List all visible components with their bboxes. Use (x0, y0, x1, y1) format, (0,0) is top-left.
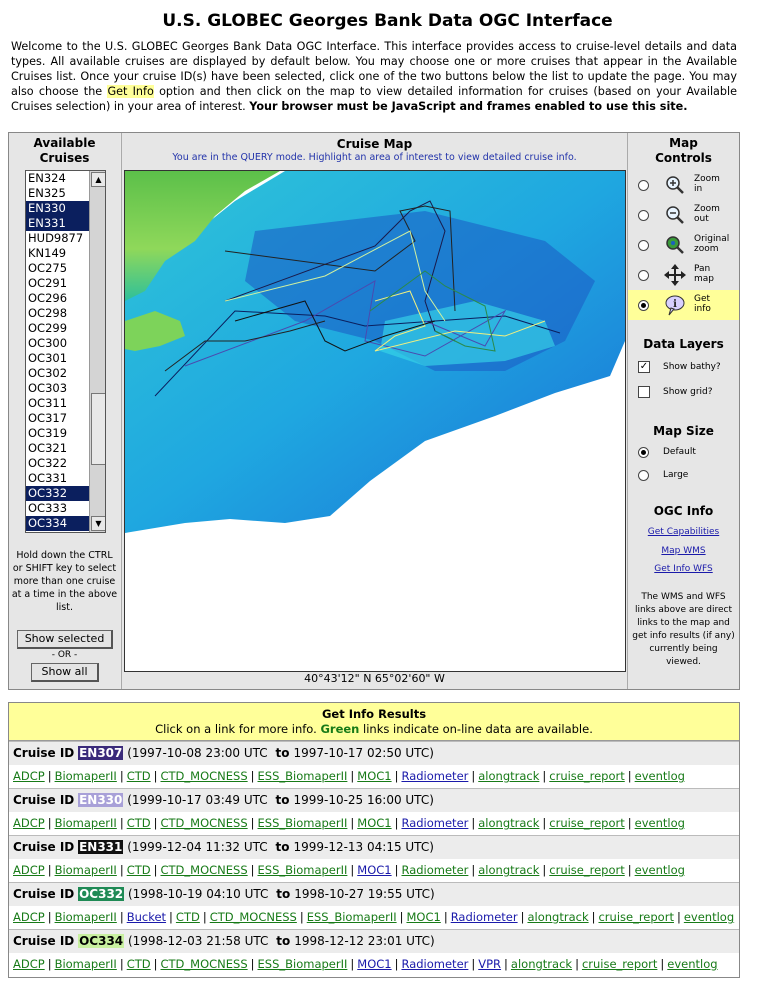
zoom-in-label-1: Zoom (694, 174, 720, 184)
cruise-id-badge: EN307 (79, 746, 123, 760)
cruise-end-time: 1998-12-12 23:01 UTC) (294, 934, 435, 948)
show-bathy-checkbox[interactable]: ✓ (639, 361, 649, 372)
cruise-result-header (9, 788, 739, 812)
ogc-info-title: OGC Info (653, 504, 714, 518)
bathymetry-map[interactable] (125, 171, 625, 671)
data-type-link[interactable]: ESS_BiomaperII (257, 769, 348, 783)
data-type-link[interactable]: ADCP (13, 910, 45, 924)
cruise-result-header (9, 741, 739, 765)
pan-map-radio[interactable] (638, 270, 649, 281)
zoom-in-radio[interactable] (638, 180, 649, 191)
show-all-button[interactable]: Show all (31, 663, 99, 682)
data-type-link[interactable]: CTD (126, 816, 151, 830)
data-type-link[interactable]: Radiometer (450, 910, 518, 924)
cruise-option[interactable]: OC334 (26, 516, 89, 531)
cruise-map[interactable] (124, 170, 626, 672)
cruise-result-header (9, 835, 739, 859)
cruise-id-label: Cruise ID (13, 746, 75, 760)
link-separator: | (119, 957, 124, 971)
original-zoom-radio[interactable] (638, 240, 649, 251)
cruise-option[interactable]: EN324 (28, 171, 66, 185)
map-coordinates: 40°43'12" N 65°02'60" W (304, 672, 445, 685)
to-label: to (275, 746, 290, 760)
results-header (9, 703, 739, 741)
available-cruises-title (9, 133, 120, 166)
link-separator: | (627, 769, 632, 783)
link-separator: | (299, 910, 304, 924)
scroll-thumb[interactable] (91, 393, 106, 465)
data-type-link[interactable]: Radiometer (401, 769, 469, 783)
cruise-option[interactable]: OC311 (28, 396, 68, 410)
data-type-link[interactable]: VPR (478, 957, 502, 971)
data-type-link[interactable]: alongtrack (510, 957, 573, 971)
map-controls-panel (628, 133, 739, 689)
link-separator: | (153, 816, 158, 830)
scroll-up-icon[interactable]: ▲ (91, 172, 106, 187)
results-subtitle-2: links indicate on-line data are available. (359, 722, 593, 736)
data-type-link[interactable]: BiomaperII (54, 863, 117, 877)
available-cruises-title-line2: Cruises (39, 151, 90, 165)
data-type-link[interactable]: alongtrack (527, 910, 589, 924)
cruise-start-time: (1997-10-08 23:00 UTC (127, 746, 268, 760)
data-type-link[interactable]: cruise_report (581, 957, 658, 971)
data-type-link[interactable]: alongtrack (478, 769, 540, 783)
original-zoom-label-1: Original (694, 234, 730, 244)
link-separator: | (443, 910, 448, 924)
link-separator: | (169, 910, 173, 924)
results-title: Get Info Results (321, 707, 427, 721)
data-type-link[interactable]: eventlog (634, 816, 685, 830)
link-separator: | (504, 957, 508, 971)
control-zoom-out[interactable] (628, 201, 739, 229)
data-type-link[interactable]: MOC1 (357, 769, 392, 783)
link-separator: | (542, 816, 547, 830)
cruise-start-time: (1998-12-03 21:58 UTC (127, 934, 269, 948)
zoom-out-icon (664, 204, 686, 226)
data-type-link[interactable]: cruise_report (549, 769, 625, 783)
control-zoom-in[interactable] (628, 171, 739, 199)
data-type-link[interactable]: alongtrack (478, 863, 540, 877)
data-type-link[interactable]: eventlog (634, 769, 685, 783)
link-separator: | (250, 863, 255, 877)
link-separator: | (250, 957, 255, 971)
link-separator: | (520, 910, 525, 924)
main-frame (8, 132, 740, 690)
data-type-link[interactable]: ADCP (13, 957, 45, 971)
zoom-out-label-1: Zoom (694, 204, 720, 214)
cruise-map-panel (121, 133, 628, 689)
cruise-data-links (9, 859, 739, 882)
cruise-option[interactable]: OC299 (28, 321, 68, 335)
data-type-link[interactable]: BiomaperII (54, 910, 117, 924)
link-separator: | (47, 816, 52, 830)
cruise-data-links (9, 953, 739, 976)
cruise-id-label: Cruise ID (13, 887, 75, 901)
show-grid-label: Show grid? (663, 387, 713, 397)
data-type-link[interactable]: ESS_BiomaperII (257, 957, 348, 971)
data-type-link[interactable]: alongtrack (478, 816, 540, 830)
cruise-option[interactable]: OC298 (28, 306, 68, 320)
data-type-link[interactable]: MOC1 (406, 910, 441, 924)
cruise-option[interactable]: OC296 (28, 291, 68, 305)
data-type-link[interactable]: cruise_report (549, 863, 625, 877)
link-separator: | (250, 769, 255, 783)
link-separator: | (471, 769, 476, 783)
available-cruises-title-line1: Available (33, 136, 96, 150)
link-separator: | (627, 863, 632, 877)
size-large-label: Large (663, 470, 689, 480)
data-type-link[interactable]: Bucket (126, 910, 167, 924)
data-type-link[interactable]: CTD_MOCNESS (160, 957, 248, 971)
cruise-option[interactable]: OC275 (28, 261, 68, 275)
cruise-option[interactable]: OC333 (28, 501, 68, 515)
cruise-end-time: 1999-12-13 04:15 UTC) (293, 840, 434, 854)
to-label: to (275, 840, 290, 854)
data-type-link[interactable]: CTD_MOCNESS (160, 863, 248, 877)
link-separator: | (350, 863, 355, 877)
data-type-link[interactable]: ADCP (13, 816, 45, 830)
cruise-option[interactable]: HUD9877 (28, 231, 84, 245)
cruise-option[interactable]: OC300 (28, 336, 68, 350)
intro-part-1: Welcome to the U.S. GLOBEC Georges Bank Data OGC Interface. This interface provides access to cruise-level details and data types. All available cruises are displayed by default below. You may choose one or more cruises that appear in the Available Cruises list. Once your cruise ID(s) have been selected, click one of the two buttons below the list to update the page. You may also choose the (11, 40, 737, 98)
cruise-end-time: 1997-10-17 02:50 UTC) (293, 746, 434, 760)
get-info-wfs-link[interactable]: Get Info WFS (654, 564, 713, 574)
original-zoom-label (694, 234, 734, 254)
original-zoom-icon (664, 234, 686, 256)
link-separator: | (471, 957, 476, 971)
map-controls-title-line2: Controls (655, 151, 712, 165)
cruise-listbox[interactable] (25, 170, 106, 533)
link-separator: | (660, 957, 665, 971)
link-separator: | (153, 957, 158, 971)
control-get-info[interactable] (628, 290, 739, 320)
link-separator: | (471, 863, 476, 877)
cruise-map-title: Cruise Map (336, 137, 413, 151)
data-type-link[interactable]: BiomaperII (54, 816, 117, 830)
available-cruises-panel (9, 133, 120, 689)
data-type-link[interactable]: ADCP (13, 769, 45, 783)
link-separator: | (394, 816, 399, 830)
link-separator: | (676, 910, 681, 924)
data-type-link[interactable]: Radiometer (401, 816, 469, 830)
cruise-id-label: Cruise ID (13, 840, 75, 854)
zoom-in-label (694, 174, 734, 194)
data-type-link[interactable]: CTD (126, 863, 151, 877)
cruise-results-list (9, 741, 739, 976)
page-title: U.S. GLOBEC Georges Bank Data OGC Interface (162, 11, 613, 31)
link-separator: | (202, 910, 207, 924)
data-type-link[interactable]: ADCP (13, 863, 45, 877)
data-type-link[interactable]: BiomaperII (54, 769, 117, 783)
data-type-link[interactable]: cruise_report (598, 910, 674, 924)
data-type-link[interactable]: ESS_BiomaperII (257, 863, 348, 877)
link-separator: | (119, 769, 124, 783)
cruise-start-time: (1999-12-04 11:32 UTC (127, 840, 268, 854)
data-type-link[interactable]: Radiometer (401, 957, 469, 971)
cruise-option[interactable]: OC303 (28, 381, 68, 395)
map-controls-title (628, 133, 739, 166)
cruise-end-time: 1998-10-27 19:55 UTC) (294, 887, 435, 901)
link-separator: | (250, 816, 255, 830)
link-separator: | (153, 769, 158, 783)
zoom-out-label (694, 204, 734, 224)
original-zoom-label-2: zoom (694, 244, 719, 254)
cruise-option[interactable]: OC321 (28, 441, 68, 455)
link-separator: | (542, 863, 547, 877)
data-type-link[interactable]: MOC1 (357, 863, 392, 877)
get-info-label-2: info (694, 304, 711, 314)
scroll-down-icon[interactable]: ▼ (91, 516, 106, 531)
map-wms-link[interactable]: Map WMS (661, 546, 706, 556)
cruise-id-badge: EN330 (79, 793, 123, 807)
cruise-data-links (9, 765, 739, 788)
size-default-radio[interactable] (638, 447, 649, 458)
data-type-link[interactable]: BiomaperII (54, 957, 117, 971)
data-type-link[interactable]: CTD_MOCNESS (209, 910, 297, 924)
data-type-link[interactable]: cruise_report (549, 816, 625, 830)
data-type-link[interactable]: eventlog (667, 957, 718, 971)
cruise-result-header (9, 882, 739, 906)
to-label: to (275, 793, 290, 807)
query-mode-message: You are in the QUERY mode. Highlight an area of interest to view detailed cruise info. (172, 152, 577, 163)
show-grid-checkbox[interactable] (638, 386, 650, 398)
control-pan-map[interactable] (628, 261, 739, 289)
get-info-label (694, 294, 734, 314)
cruise-list-scrollbar[interactable] (89, 171, 105, 532)
link-separator: | (350, 769, 355, 783)
cruise-option[interactable]: EN325 (28, 186, 66, 200)
link-separator: | (542, 769, 547, 783)
data-type-link[interactable]: MOC1 (357, 816, 392, 830)
show-selected-button[interactable]: Show selected (17, 630, 113, 649)
show-bathy-label: Show bathy? (663, 362, 721, 372)
or-separator: - OR - (51, 650, 78, 660)
data-type-link[interactable]: ESS_BiomaperII (257, 816, 348, 830)
zoom-in-label-2: in (694, 184, 703, 194)
cruise-option[interactable]: OC331 (28, 471, 68, 485)
link-separator: | (591, 910, 596, 924)
link-separator: | (119, 816, 124, 830)
results-subtitle-green: Green (320, 722, 360, 736)
link-separator: | (575, 957, 579, 971)
link-separator: | (350, 816, 355, 830)
data-type-link[interactable]: CTD (126, 957, 151, 971)
cruise-id-label: Cruise ID (13, 793, 75, 807)
cruise-id-badge: EN331 (79, 840, 123, 854)
get-info-results (8, 702, 740, 978)
cruise-end-time: 1999-10-25 16:00 UTC) (293, 793, 434, 807)
link-separator: | (394, 957, 399, 971)
zoom-in-icon (664, 174, 686, 196)
link-separator: | (350, 957, 355, 971)
map-controls-title-line1: Map (669, 136, 698, 150)
get-info-icon (664, 294, 686, 316)
ogc-note: The WMS and WFS links above are direct links to the map and get info results (if any) currently being viewed. (632, 592, 735, 667)
link-separator: | (47, 769, 52, 783)
pan-map-label (694, 264, 734, 284)
svg-text:i: i (673, 299, 677, 310)
link-separator: | (119, 910, 124, 924)
pan-map-label-1: Pan (694, 264, 711, 274)
link-separator: | (394, 863, 399, 877)
cruise-id-badge: OC332 (79, 887, 124, 901)
data-type-link[interactable]: CTD_MOCNESS (160, 816, 248, 830)
cruise-option[interactable]: EN331 (26, 216, 89, 231)
map-size-title: Map Size (653, 424, 714, 438)
data-type-link[interactable]: eventlog (683, 910, 735, 924)
cruise-option[interactable]: OC322 (28, 456, 68, 470)
link-separator: | (47, 910, 52, 924)
cruise-option[interactable]: EN330 (26, 201, 89, 216)
get-info-radio[interactable] (638, 300, 649, 311)
zoom-out-label-2: out (694, 214, 709, 224)
cruise-option[interactable]: OC291 (28, 276, 68, 290)
cruise-start-time: (1999-10-17 03:49 UTC (127, 793, 268, 807)
cruise-data-links (9, 812, 739, 835)
intro-part-2: option and then click on the map to view detailed information for cruises (based on your Available Cruises selection) in your area of interest. (11, 85, 738, 113)
data-type-link[interactable]: MOC1 (357, 957, 392, 971)
results-subtitle (9, 722, 739, 737)
cruise-data-links (9, 906, 739, 929)
link-separator: | (153, 863, 158, 877)
link-separator: | (399, 910, 404, 924)
link-separator: | (47, 957, 52, 971)
cruise-option[interactable]: OC332 (26, 486, 89, 501)
get-info-label-1: Get (694, 294, 711, 304)
data-type-link[interactable]: CTD_MOCNESS (160, 769, 248, 783)
data-type-link[interactable]: Radiometer (401, 863, 469, 877)
intro-get-info-highlight: Get Info (107, 85, 154, 98)
cruise-id-badge: OC334 (79, 934, 124, 948)
cruise-option[interactable]: OC301 (28, 351, 68, 365)
multi-select-hint: Hold down the CTRL or SHIFT key to select more than one cruise at a time in the above list. (11, 550, 118, 613)
cruise-option[interactable]: OC317 (28, 411, 68, 425)
intro-requirement: Your browser must be JavaScript and frames enabled to use this site. (249, 100, 688, 113)
cruise-id-label: Cruise ID (13, 934, 75, 948)
data-layers-title: Data Layers (643, 337, 724, 351)
data-type-link[interactable]: ESS_BiomaperII (306, 910, 397, 924)
pan-map-label-2: map (694, 274, 714, 284)
control-original-zoom[interactable] (628, 231, 739, 259)
pan-icon (664, 264, 686, 286)
to-label: to (276, 887, 291, 901)
data-type-link[interactable]: CTD (126, 769, 151, 783)
cruise-option[interactable]: OC319 (28, 426, 68, 440)
cruise-option[interactable]: OC302 (28, 366, 68, 380)
get-capabilities-link[interactable]: Get Capabilities (647, 527, 720, 537)
link-separator: | (471, 816, 476, 830)
cruise-option[interactable]: KN149 (28, 246, 67, 260)
to-label: to (276, 934, 291, 948)
size-large-radio[interactable] (638, 470, 649, 481)
link-separator: | (394, 769, 399, 783)
intro-text (11, 39, 737, 114)
link-separator: | (119, 863, 124, 877)
cruise-start-time: (1998-10-19 04:10 UTC (127, 887, 269, 901)
link-separator: | (47, 863, 52, 877)
cruise-result-header (9, 929, 739, 953)
link-separator: | (627, 816, 632, 830)
size-default-label: Default (663, 447, 696, 457)
zoom-out-radio[interactable] (638, 210, 649, 221)
data-type-link[interactable]: eventlog (634, 863, 685, 877)
results-subtitle-1: Click on a link for more info. (155, 722, 321, 736)
data-type-link[interactable]: CTD (175, 910, 200, 924)
